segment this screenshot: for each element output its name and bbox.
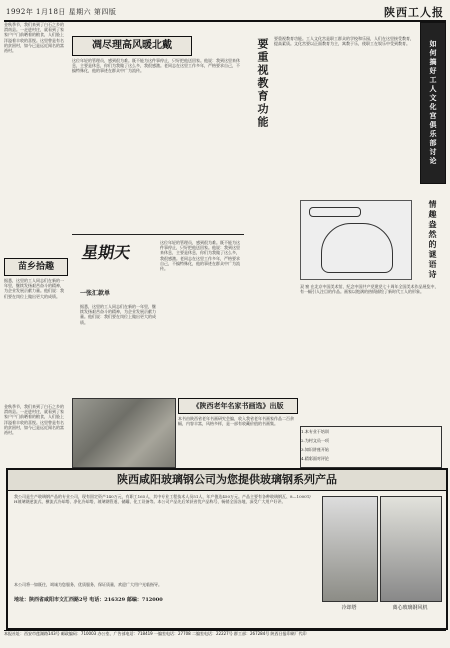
book-headline: 《陕西老年名家书画选》出版 (178, 398, 298, 414)
cooling-tower-caption: 冷却塔 (341, 605, 357, 611)
article-column-b: 据悉，这里的工人同志们在新的一年里，继续发扬艰苦奋斗的精神，为企业发展贡献力量。他们说：我们要在岗位上做出更大的成绩。 (4, 278, 64, 299)
cartoon-title: 一张汇款单 (80, 290, 111, 297)
fan-photo (380, 496, 442, 602)
sunday-body: 这位年轻的管理员，感到很为难。既不能为这件事停止，只好把他送回家。他说：我到这里来休息，主要是休息，你们为我做了这么多，我很感激。老同志在这里工作多年，严格要求自己，不搞特殊化，他的事迹在群众中广为流传。 (160, 240, 240, 272)
issue-date: 1992年 1月18日 星期六 第四版 (6, 8, 117, 16)
ad-body: 我公司是生产玻璃钢产品的专业公司，现有固定资产140万元，有职工165人，其中专业工程技术人员51人，年产值达450万元。产品主要有各种玻璃钢瓦、8—1000T/H玻璃钢逆流式、横流式冷却塔、净化冷却塔，玻璃钢管道、储罐、化工设备等。本公司产品先后荣获省优产品称号，畅销全国各地，深受广大用户好评。 (14, 494, 311, 505)
riddle-headline: 情趣盎然的谜语诗 (428, 200, 437, 280)
ad-title: 陕西咸阳玻璃钢公司为您提供玻璃钢系列产品 (117, 473, 337, 486)
notice-box: 1.本专业干培训 2.为村文员一项 3.知识讲座开始 4.精彩面对评论 (300, 426, 442, 468)
figure-icon (321, 223, 393, 273)
discussion-box (420, 22, 446, 184)
masthead: 陕西工人报 (384, 6, 444, 19)
footer: 本报社址：西安市莲湖路143号 邮政编码：710003 办公室、广告部电话：718419 一编室电话：27708 二编室电话：22227号 群工部：267284号 陕西日报印刷厂代印 (4, 630, 446, 645)
article-column-c: 金秋季节，我们来到了白石之乡的渭南县。一走进村庄，就看到了家家户户门前晒着的粮食，人们脸上洋溢着丰收的喜悦。这里曾是有名的贫困村，如今已是远近闻名的富裕村。 (4, 404, 64, 436)
miao-village-title: 苗乡拾趣 (4, 258, 68, 276)
ad-title-bar (8, 470, 446, 491)
feature-headline: 凋尽理高风暖北戴 (72, 36, 192, 56)
advertisement (6, 468, 448, 630)
book-body: 本书由陕西省老年书画研究会编，收入我省老年书画家作品二百余幅，内容丰富，风格多样，是一部有收藏价值的书画集。 (178, 416, 294, 427)
divider (72, 234, 244, 235)
ad-address: 地址：陕西省咸阳市文汇西路2号 电话：216329 邮编：712000 (14, 597, 163, 603)
cooling-tower-photo (322, 496, 378, 602)
dog-photo (72, 398, 176, 468)
discussion-box-title: 如何搞好工人文化宫俱乐部讨论 (429, 40, 437, 166)
riddle-body: 双 窗 在北京中国美术馆，纪念中国共产党建党七十周年全国美术作品展览中，有一幅引人注目的作品。画家以饱满的热情描绘了新时代工人的形象。 (300, 284, 439, 295)
page-header (4, 4, 446, 22)
feature-body: 这位年轻的管理员，感到很为难。既不能为这件事停止，只好把他送回家。他说：我到这里来休息，主要是休息，你们为我做了这么多，我很感激。老同志在这里工作多年，严格要求自己，不搞特殊化，他的事迹在群众中广为流传。 (72, 58, 240, 74)
fan-caption: 离心玻璃钢风机 (392, 605, 428, 611)
sunday-column-2: 据悉，这里的工人同志们在新的一年里，继续发扬艰苦奋斗的精神，为企业发展贡献力量。他们说：我们要在岗位上做出更大的成绩。 (80, 304, 156, 325)
ad-body-2: 本公司将一如既往，竭诚为您服务，优质服务，保证质量，欢迎广大用户光临指导。 (14, 582, 162, 587)
article-column-a: 金秋季节，我们来到了白石之乡的渭南县。一走进村庄，就看到了家家户户门前晒着的粮食，人们脸上洋溢着丰收的喜悦。这里曾是有名的贫困村，如今已是远近闻名的富裕村。 (4, 22, 64, 54)
cartoon-illustration (300, 200, 412, 280)
education-headline: 要重视教育功能 (256, 38, 269, 129)
education-body: 要重视教育功能。工人文化宫是职工群众的学校和乐园，人们在这里接受教育，提高素质。文化宫要以正面教育为主，寓教于乐，使职工在娱乐中受到教育。 (274, 36, 414, 47)
sunday-kicker: 星期天 (80, 243, 132, 262)
cloud-icon (309, 207, 361, 217)
